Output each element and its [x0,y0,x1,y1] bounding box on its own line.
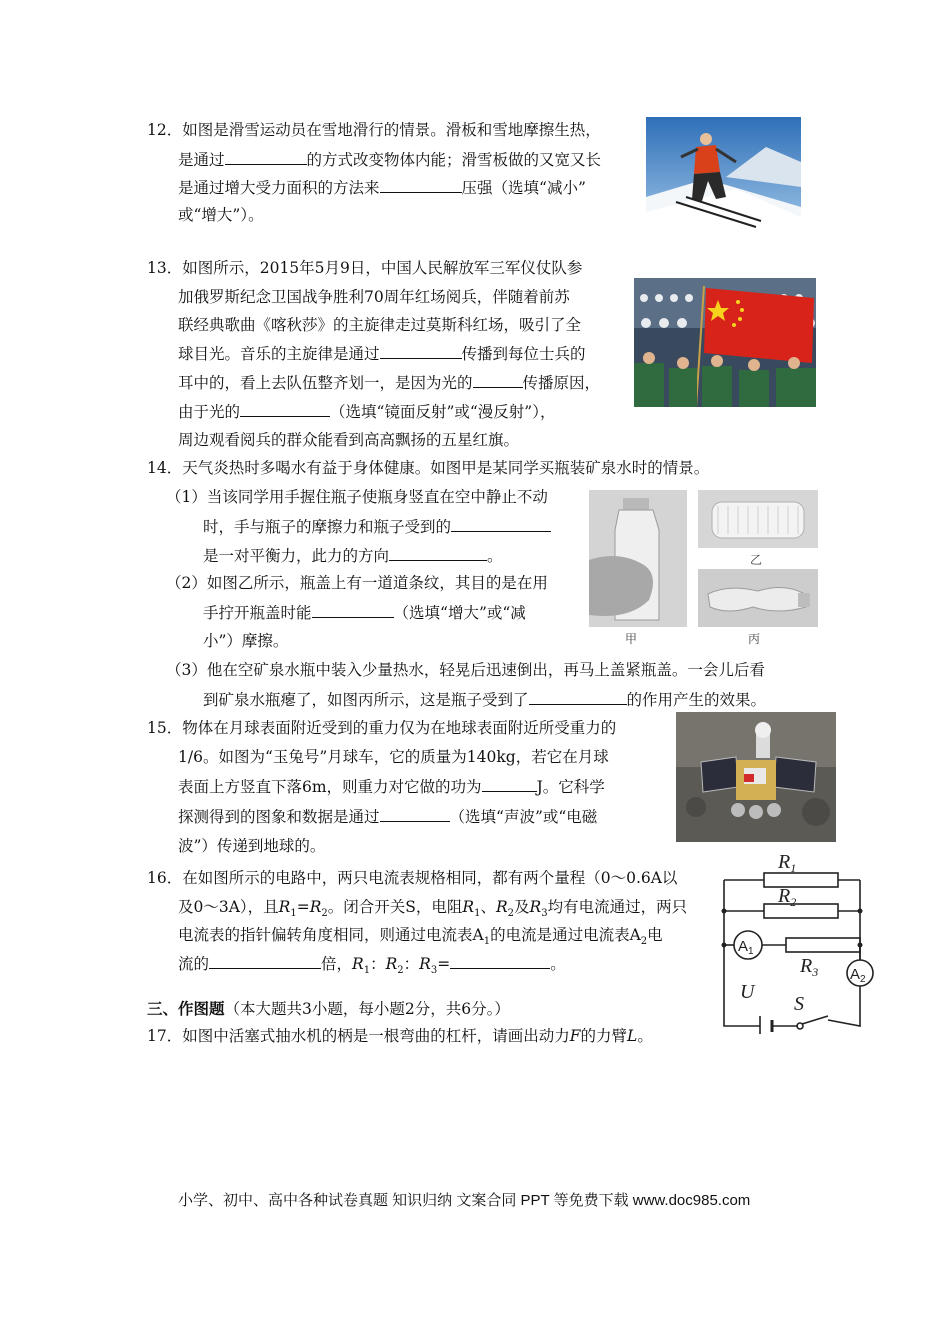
q12-line-1: 12．如图是滑雪运动员在雪地滑行的情景。滑板和雪地摩擦生热， [147,121,601,139]
q13-line-7: 周边观看阅兵的群众能看到高高飘扬的五星红旗。 [178,431,520,449]
answer-blank[interactable] [473,372,523,388]
answer-blank[interactable] [451,516,551,532]
q15-line-2: 1/6。如图为“玉兔号”月球车，它的质量为140kg，若它在月球 [178,748,609,766]
fig-label-yi: 乙 [750,553,763,567]
q16-line-3: 电流表的指针偏转角度相同，则通过电流表$A_1$的电流是通过电流表$A_2$电 [178,926,663,948]
answer-blank[interactable] [312,602,394,618]
answer-blank[interactable] [529,689,627,705]
answer-blank[interactable] [209,953,321,969]
answer-blank[interactable] [225,149,307,165]
svg-text:R1: $R_1$ [778,851,797,875]
fig-label-jia: 甲 [625,632,638,646]
footer-text: 小学、初中、高中各种试卷真题 知识归纳 文案合同 PPT 等免费下载 www.doc985.com [178,1192,751,1209]
q14-line-1: 14．天气炎热时多喝水有益于身体健康。如图甲是某同学买瓶装矿泉水时的情景。 [147,459,710,477]
fig-label-bing: 丙 [748,632,761,646]
q17-line-1: 17．如图中活塞式抽水机的柄是一根弯曲的杠杆，请画出动力F的力臂L。 [147,1027,653,1045]
q14-sub2-line-3: 小”）摩擦。 [203,632,289,650]
q13-line-3: 联经典歌曲《喀秋莎》的主旋律走过莫斯科红场，吸引了全 [178,316,582,334]
answer-blank[interactable] [389,545,487,561]
q15-line-5: 波”）传递到地球的。 [178,837,326,855]
crushed-bottle-photo [698,569,818,627]
skier-photo [646,117,801,229]
q16-line-1: 16．在如图所示的电路中，两只电流表规格相同，都有两个量程（0～0.6A以 [147,869,678,887]
q16-line-2: 及0～3A），且$R_1=R_2$。闭合开关S，电阻$R_1$、$R_2$及$R_3$均有电流通过，两只 [178,898,688,920]
answer-blank[interactable] [482,776,537,792]
moon-rover-photo [676,712,836,842]
q13-line-2: 加俄罗斯纪念卫国战争胜利70周年红场阅兵，伴随着前苏 [178,288,570,306]
label-r1: R [778,851,791,873]
label-r2: R [778,885,791,907]
circuit-diagram [720,848,880,1034]
answer-blank[interactable] [380,806,450,822]
q14-sub2-line-1: （2）如图乙所示，瓶盖上有一道道条纹，其目的是在用 [166,574,548,592]
section-heading: 三、作图题（本大题共3小题，每小题2分，共6分。） [147,999,510,1018]
q14-sub3-line-1: （3）他在空矿泉水瓶中装入少量热水，轻晃后迅速倒出，再马上盖紧瓶盖。一会儿后看 [166,661,765,679]
answer-blank[interactable] [380,343,462,359]
q13-line-6: 由于光的 （选填“镜面反射”或“漫反射”）， [178,403,556,421]
answer-blank[interactable] [380,177,462,193]
label-a1: A [738,938,749,955]
svg-text:R2: $R_2$ [778,885,797,909]
q12-line-2: 是通过 的方式改变物体内能；滑雪板做的又宽又长 [178,151,602,169]
q13-line-1: 13．如图所示，2015年5月9日，中国人民解放军三军仪仗队参 [147,259,583,277]
q14-sub3-line-2: 到矿泉水瓶瘪了，如图丙所示，这是瓶子受到了 的作用产生的效果。 [203,691,767,709]
resistor-r2 [764,904,838,918]
answer-blank[interactable] [240,401,330,417]
q13-line-5: 耳中的，看上去队伍整齐划一，是因为光的 传播原因， [178,374,601,392]
q14-sub1-line-3: 是一对平衡力，此力的方向 。 [203,547,503,565]
parade-photo [634,278,816,407]
label-u: U [740,981,755,1003]
label-r3: R [800,955,813,977]
resistor-r3 [786,938,860,952]
q15-line-3: 表面上方竖直下落6m，则重力对它做的功为 J。它科学 [178,778,605,796]
q12-line-3: 是通过增大受力面积的方法来 压强（选填“减小” [178,179,586,197]
svg-text:A1: $A_1$ [738,938,754,957]
q15-line-1: 15．物体在月球表面附近受到的重力仅为在地球表面附近所受重力的 [147,719,617,737]
label-s: S [794,993,804,1015]
bottle-cap-photo [698,490,818,548]
q16-line-4: 流的 倍，$R_1$：$R_2$：$R_3=$ 。 [178,955,566,977]
q12-line-4: 或“增大”）。 [178,206,264,224]
q14-sub2-line-2: 手拧开瓶盖时能 （选填“增大”或“减 [203,604,526,622]
q13-line-4: 球目光。音乐的主旋律是通过 传播到每位士兵的 [178,345,586,363]
q14-sub1-line-1: （1）当该同学用手握住瓶子使瓶身竖直在空中静止不动 [166,488,548,506]
svg-text:R3: $R_3$ [800,955,819,979]
bottle-hand-photo [589,490,687,627]
answer-blank[interactable] [450,953,550,969]
label-a2: A [850,966,861,983]
svg-text:A2: $A_2$ [850,966,866,985]
q15-line-4: 探测得到的图象和数据是通过 （选填“声波”或“电磁 [178,808,598,826]
q14-sub1-line-2: 时，手与瓶子的摩擦力和瓶子受到的 [203,516,551,537]
resistor-r1 [764,873,838,887]
